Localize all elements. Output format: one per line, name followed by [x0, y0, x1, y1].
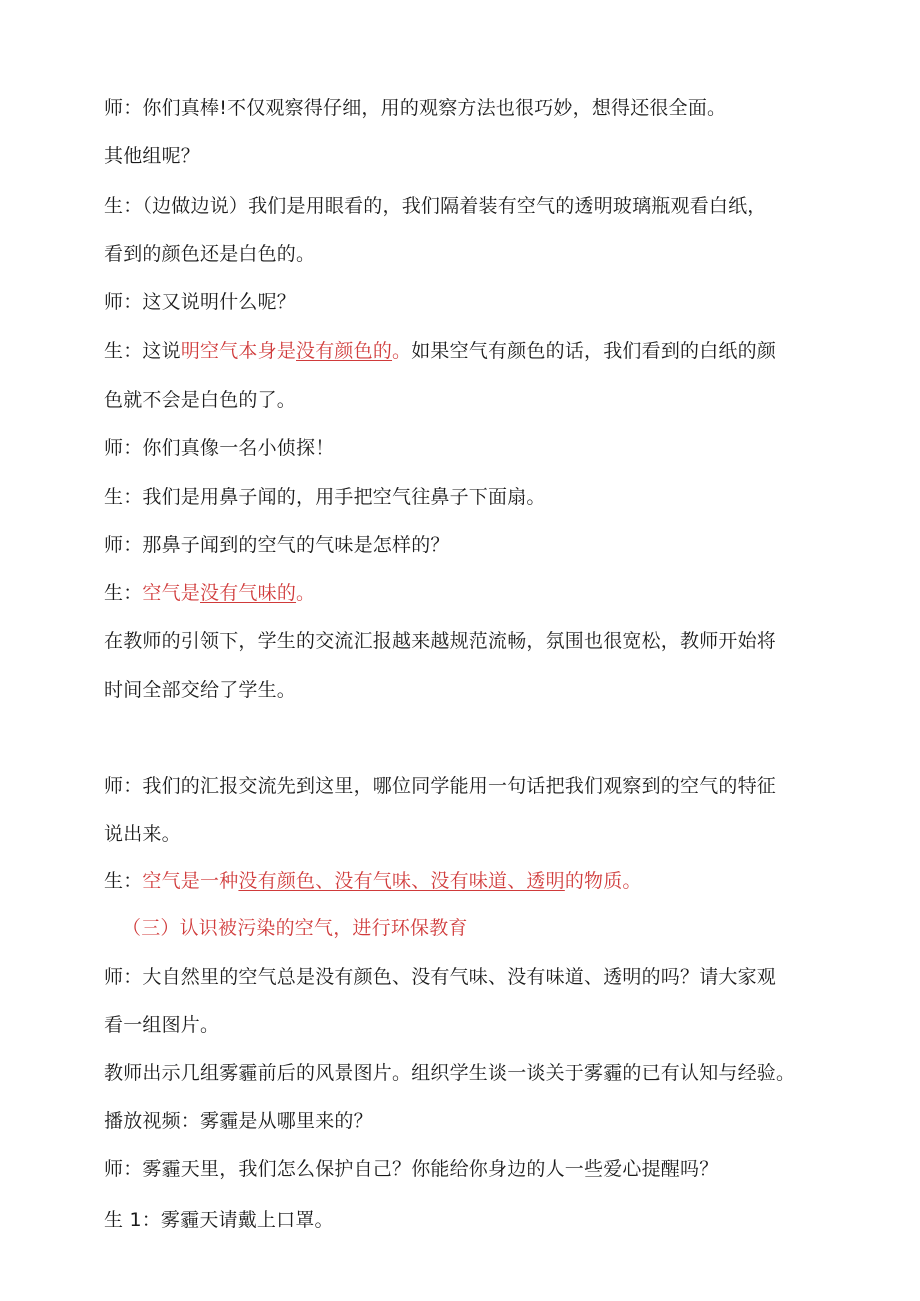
text-segment: 师：你们真像一名小侦探！ — [104, 437, 335, 459]
text-segment: （三）认识被污染的空气，进行环保教育 — [122, 917, 468, 939]
text-segment: 师：雾霾天里，我们怎么保护自己？你能给你身边的人一些爱心提醒吗？ — [104, 1158, 719, 1180]
text-segment: 看到的颜色还是白色的。 — [104, 243, 316, 265]
text-segment: 。 — [296, 582, 316, 604]
text-line — [104, 965, 776, 989]
text-segment: 看一组图片。 — [104, 1014, 220, 1036]
text-segment: 师：那鼻子闻到的空气的气味是怎样的？ — [104, 534, 450, 556]
text-line — [104, 194, 767, 218]
text-segment: 的物质。 — [564, 870, 642, 892]
text-line — [104, 388, 296, 412]
text-segment: 在教师的引领下，学生的交流汇报越来越规范流畅，氛围也很宽松，教师开始将 — [104, 630, 777, 652]
text-segment: 没有颜色的 — [296, 340, 393, 362]
section-heading — [122, 916, 468, 940]
text-line — [104, 1157, 718, 1181]
text-segment: 说出来。 — [104, 823, 181, 845]
text-segment: 时间全部交给了学生。 — [104, 679, 297, 701]
text-segment: 生： — [104, 870, 143, 892]
text-line — [104, 533, 450, 557]
text-line — [104, 242, 315, 266]
text-line — [104, 96, 726, 120]
text-line — [104, 339, 776, 363]
text-segment: 生：这说 — [104, 340, 181, 362]
text-line — [104, 869, 642, 893]
text-segment: 没有颜色、没有气味、没有味道、透明 — [238, 870, 565, 892]
text-line — [104, 822, 181, 846]
text-line — [104, 678, 296, 702]
text-segment: 生 1：雾霾天请戴上口罩。 — [104, 1209, 334, 1231]
text-line — [104, 1208, 334, 1232]
text-segment: 色就不会是白色的了。 — [104, 389, 297, 411]
text-segment: 空气是 — [142, 582, 201, 604]
text-segment: 空气是一种 — [142, 870, 239, 892]
text-segment: 播放视频：雾霾是从哪里来的？ — [104, 1110, 373, 1132]
text-segment: 没有气味的 — [200, 582, 297, 604]
text-segment: 其他组呢？ — [104, 145, 201, 167]
text-line — [104, 629, 776, 653]
text-line — [104, 485, 546, 509]
text-line — [104, 774, 776, 798]
text-segment: 如果空气有颜色的话，我们看到的白纸的颜 — [411, 340, 777, 362]
text-line — [104, 1013, 219, 1037]
text-line — [104, 290, 296, 314]
text-line — [104, 581, 315, 605]
text-segment: 师：大自然里的空气总是没有颜色、没有气味、没有味道、透明的吗？请大家观 — [104, 966, 777, 988]
text-line — [104, 1061, 795, 1085]
text-line — [104, 1109, 373, 1133]
text-line — [104, 436, 334, 460]
text-segment: 生： — [104, 582, 143, 604]
text-segment: 。 — [392, 340, 412, 362]
text-segment: 生：我们是用鼻子闻的，用手把空气往鼻子下面扇。 — [104, 486, 546, 508]
text-line — [104, 144, 200, 168]
text-segment: 师：我们的汇报交流先到这里，哪位同学能用一句话把我们观察到的空气的特征 — [104, 775, 777, 797]
text-segment: 师：这又说明什么呢？ — [104, 291, 297, 313]
text-segment: 教师出示几组雾霾前后的风景图片。组织学生谈一谈关于雾霾的已有认知与经验。 — [104, 1062, 796, 1084]
text-segment: 生：（边做边说）我们是用眼看的，我们隔着装有空气的透明玻璃瓶观看白纸， — [104, 195, 767, 217]
text-segment: 师：你们真棒!不仅观察得仔细，用的观察方法也很巧妙，想得还很全面。 — [104, 97, 727, 119]
text-segment: 明空气本身是 — [180, 340, 297, 362]
